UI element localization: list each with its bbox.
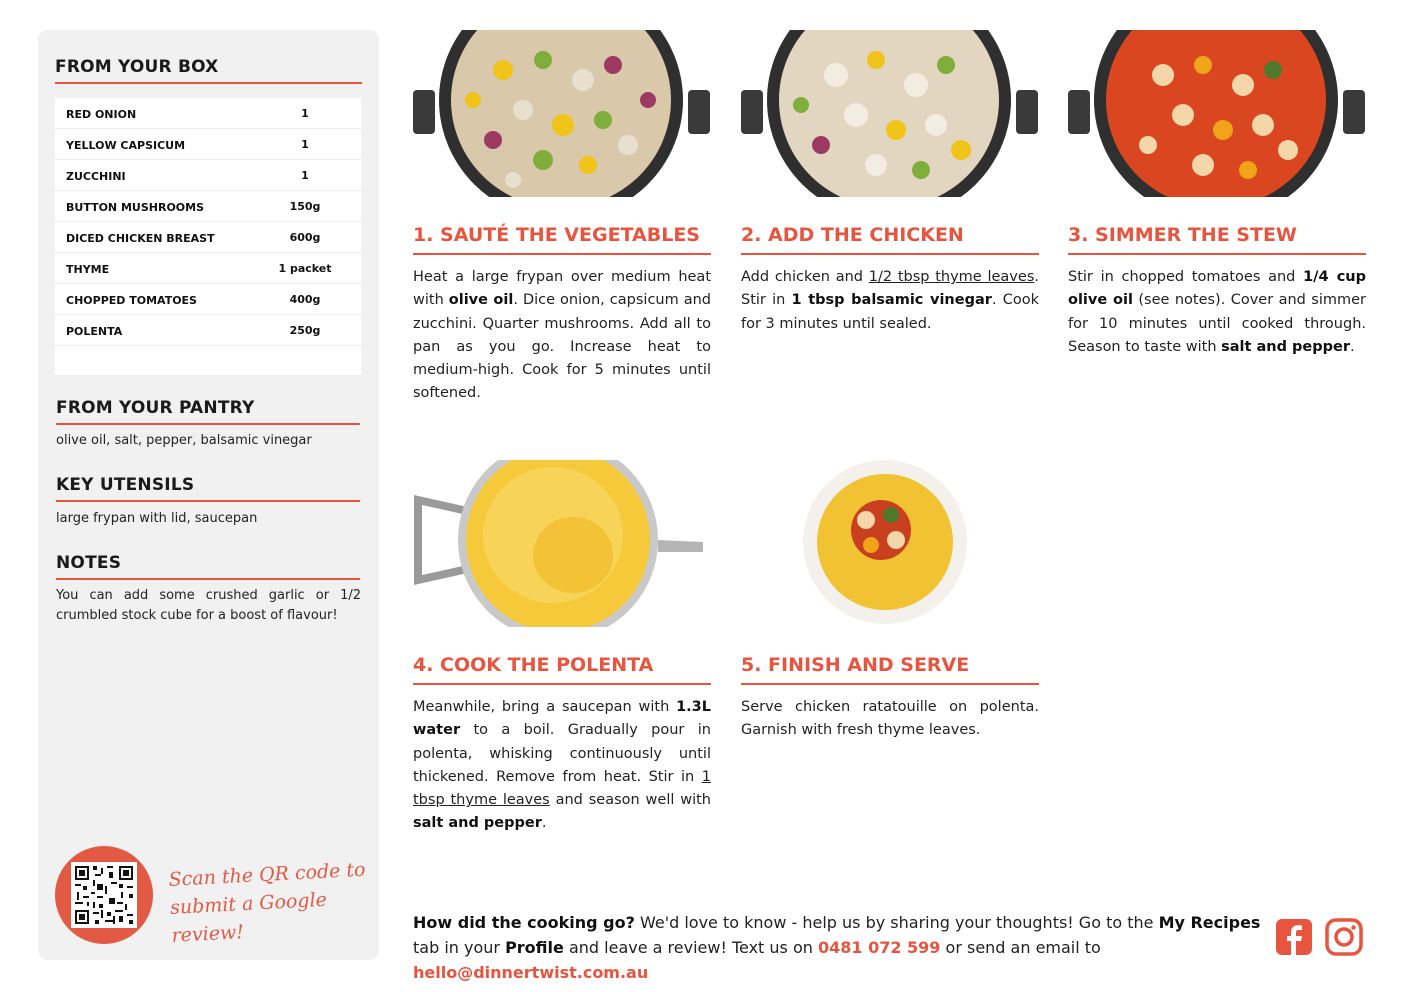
text-run: tab in your [413, 938, 506, 957]
step-4-photo [413, 460, 710, 627]
pantry-text: olive oil, salt, pepper, balsamic vinegar [56, 433, 312, 448]
bold-text: salt and pepper [413, 815, 542, 832]
text-run: We'd love to know - help us by sharing your thoughts! Go to the [634, 913, 1159, 932]
text-run: to a boil. Gradually pour in polenta, whisking continuously until thickened. Remove from heat. Stir in [413, 722, 711, 785]
step-4-text [413, 696, 711, 836]
bold-text: 1/4 cup olive oil [1068, 269, 1366, 309]
utensils-title-rule [56, 500, 360, 502]
text-run: or send an email to [940, 938, 1101, 957]
bold-text: 1.3L water [413, 699, 711, 739]
bold-text: salt and pepper [1221, 338, 1350, 355]
ingredient-qty: 1 [301, 107, 309, 120]
step-1-text [413, 266, 711, 406]
text-run: . [541, 815, 547, 832]
text-run: Heat a large frypan over medium heat with [413, 269, 711, 309]
ingredient-qty: 1 packet [278, 262, 332, 275]
text-run: and leave a review! Text us on [563, 938, 818, 957]
key-utensils-title: KEY UTENSILS [56, 475, 195, 495]
text-run: Add chicken and [741, 269, 869, 285]
table-row [55, 129, 361, 160]
text-run: Meanwhile, bring a saucepan with [413, 699, 677, 715]
step-1-title: 1. SAUTÉ THE VEGETABLES [413, 224, 700, 246]
step-4-rule [413, 683, 711, 685]
underlined-text: 1/2 tbsp thyme leaves [868, 269, 1035, 285]
bold-text: How did the cooking go? [413, 913, 635, 932]
table-row [55, 160, 361, 191]
ingredient-name: YELLOW CAPSICUM [66, 139, 186, 152]
step-4-title: 4. COOK THE POLENTA [413, 654, 654, 676]
ingredients-table [55, 98, 361, 375]
step-2-title: 2. ADD THE CHICKEN [741, 224, 964, 246]
feedback-footer [413, 910, 1263, 985]
text-run: . Dice onion, capsicum and zucchini. Quarter mushrooms. Add all to pan as you go. Increase heat to medium-high. Cook for 5 minutes until softened. [413, 292, 712, 402]
text-run: . [1349, 338, 1355, 355]
text-run: and season well with [549, 792, 712, 809]
text-run: Stir in chopped tomatoes and [1068, 269, 1304, 285]
pantry-title-rule [56, 423, 360, 425]
bold-text: 1 tbsp balsamic vinegar [791, 292, 992, 309]
step-1-rule [413, 253, 711, 255]
step-5-rule [741, 683, 1039, 685]
ingredient-name: ZUCCHINI [66, 170, 126, 183]
facebook-icon[interactable] [1275, 917, 1313, 957]
bold-text: olive oil [448, 292, 514, 309]
underlined-text: 1 tbsp thyme leaves [413, 768, 711, 809]
bold-text: Profile [505, 938, 564, 957]
step-5-photo [741, 460, 1038, 627]
notes-title: NOTES [56, 553, 122, 573]
qr-prompt-line-1: Scan the QR code to [168, 858, 366, 891]
ingredient-qty: 150g [289, 200, 321, 213]
ingredient-qty: 1 [301, 138, 309, 151]
step-2-photo [741, 30, 1038, 197]
ingredient-qty: 400g [289, 293, 321, 306]
step-1-photo [413, 30, 710, 197]
step-3-text [1068, 266, 1366, 359]
table-row [55, 315, 361, 346]
ingredient-name: THYME [66, 263, 110, 276]
step-3-rule [1068, 253, 1366, 255]
step-2-rule [741, 253, 1039, 255]
instagram-icon[interactable] [1325, 917, 1363, 957]
from-your-pantry-title: FROM YOUR PANTRY [56, 398, 255, 418]
table-row [55, 98, 361, 129]
text-run: . Cook for 3 minutes until sealed. [741, 292, 1039, 332]
qr-code-icon[interactable] [71, 862, 137, 928]
ingredient-name: RED ONION [66, 108, 137, 121]
step-3-title: 3. SIMMER THE STEW [1068, 224, 1297, 246]
from-your-box-title: FROM YOUR BOX [55, 57, 219, 77]
notes-title-rule [56, 578, 360, 580]
notes-text: You can add some crushed garlic or 1/2 crumbled stock cube for a boost of flavour! [56, 588, 361, 623]
step-2-text [741, 266, 1039, 336]
ingredient-qty: 250g [289, 324, 321, 337]
table-row [55, 284, 361, 315]
utensils-text: large frypan with lid, saucepan [56, 511, 258, 526]
ingredient-name: CHOPPED TOMATOES [66, 294, 197, 307]
step-5-title: 5. FINISH AND SERVE [741, 654, 970, 676]
qr-prompt-line-2: submit a Google review! [169, 888, 328, 947]
table-row [55, 253, 361, 284]
table-row [55, 191, 361, 222]
ingredient-name: POLENTA [66, 325, 123, 338]
step-3-photo [1068, 30, 1365, 197]
text-run: Serve chicken ratatouille on polenta. Garnish with fresh thyme leaves. [741, 699, 1039, 739]
box-title-rule [55, 82, 362, 84]
text-run: (see notes). Cover and simmer for 10 minutes until cooked through. Season to taste with [1068, 292, 1367, 355]
text-run: . Stir in [741, 269, 1039, 309]
highlight-text[interactable]: hello@dinnertwist.com.au [413, 963, 649, 982]
highlight-text[interactable]: 0481 072 599 [817, 938, 941, 957]
qr-review-prompt [168, 856, 372, 950]
bold-text: My Recipes [1158, 913, 1261, 932]
ingredient-qty: 1 [301, 169, 309, 182]
ingredient-name: BUTTON MUSHROOMS [66, 201, 205, 214]
ingredient-qty: 600g [289, 231, 321, 244]
table-row [55, 222, 361, 253]
step-5-text [741, 696, 1039, 743]
ingredient-name: DICED CHICKEN BREAST [66, 232, 215, 245]
